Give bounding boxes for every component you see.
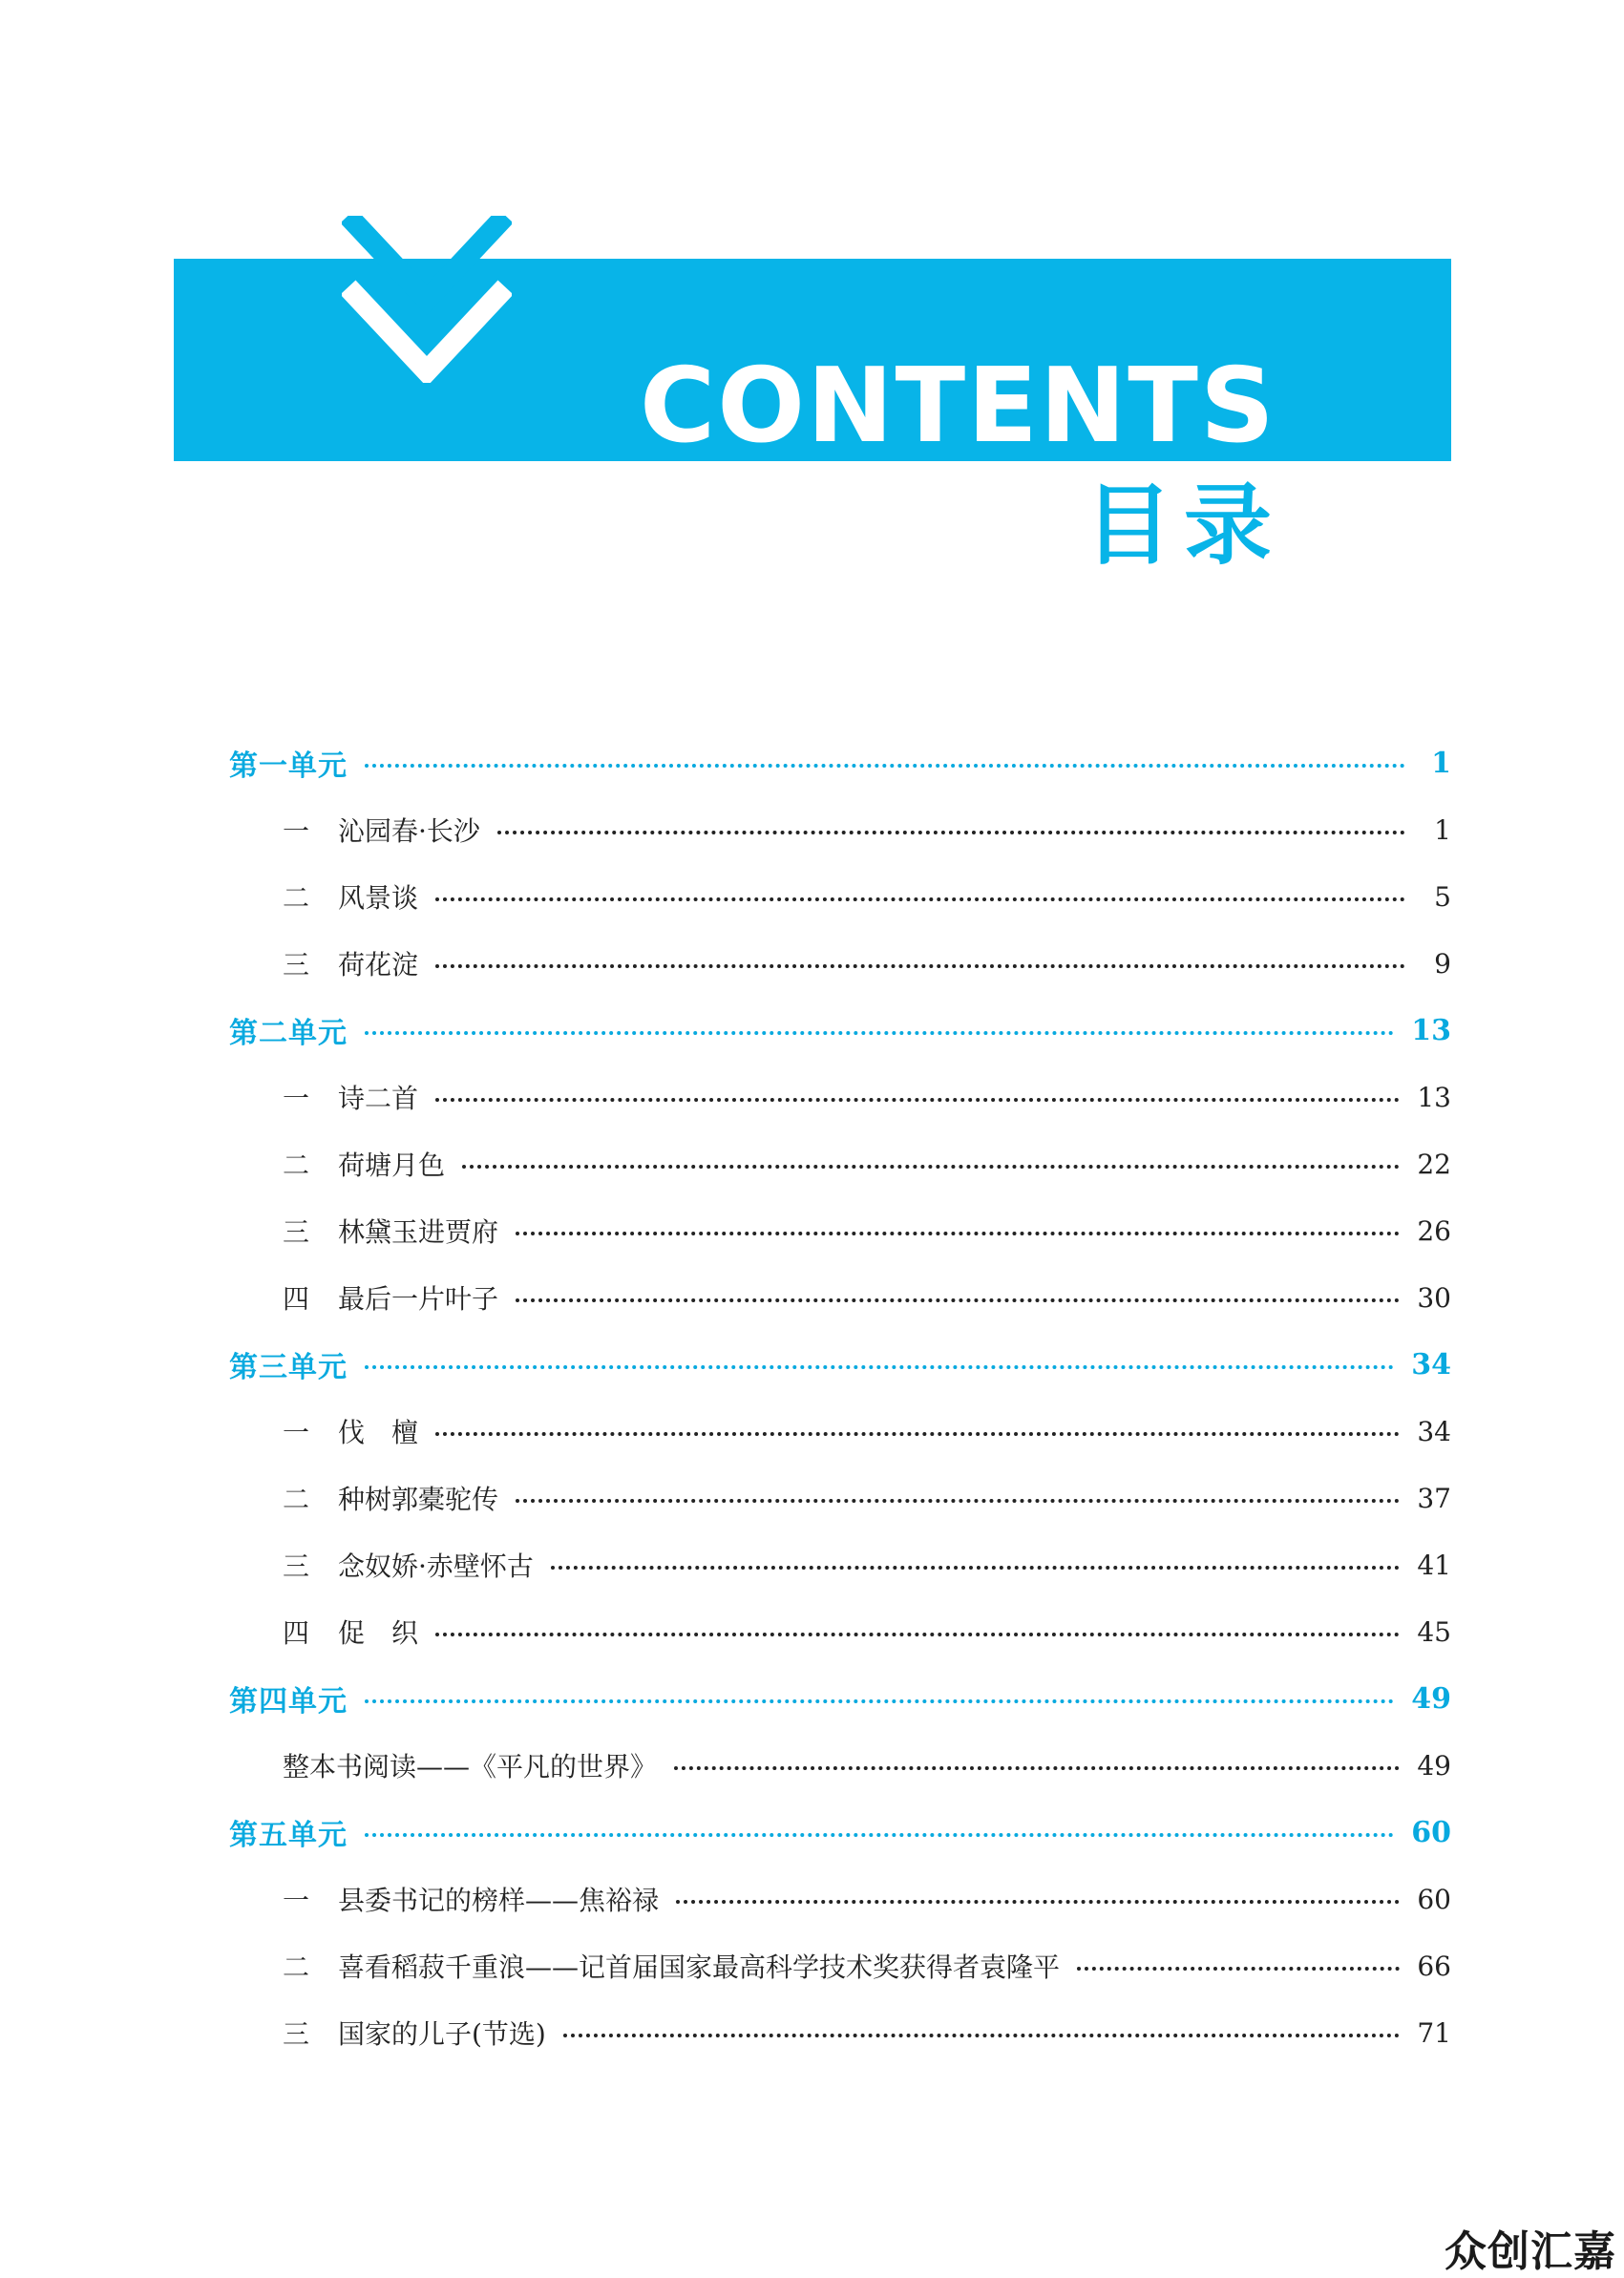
entry-number: 四 [283, 1617, 310, 1649]
page-number: 71 [1417, 2016, 1451, 2049]
entry-title: 荷塘月色 [338, 1150, 446, 1181]
toc-entry-row[interactable] [229, 863, 1451, 930]
dot-leader [365, 1365, 1394, 1369]
unit-label: 第四单元 [229, 1685, 348, 1719]
toc-entry-row[interactable] [229, 930, 1451, 997]
page-number: 66 [1417, 1950, 1451, 1982]
page-number: 1 [1431, 746, 1451, 780]
toc-unit-row[interactable] [229, 729, 1451, 796]
page-number: 34 [1417, 1415, 1451, 1447]
page-number: 9 [1434, 947, 1451, 980]
page-number: 13 [1411, 1013, 1451, 1047]
watermark-logo: 众创汇嘉 [1445, 2227, 1616, 2276]
dot-leader [676, 1900, 1400, 1904]
dot-leader [462, 1165, 1400, 1169]
entry-number: 一 [283, 815, 310, 847]
dot-leader [435, 1633, 1400, 1636]
entry-number: 一 [283, 1083, 310, 1114]
entry-title: 林黛玉进贾府 [338, 1216, 499, 1248]
dot-leader [516, 1232, 1400, 1235]
contents-title-en: CONTENTS [640, 347, 1276, 466]
unit-label: 第二单元 [229, 1017, 348, 1050]
dot-leader [1077, 1967, 1400, 1971]
toc-entry-row[interactable] [229, 796, 1451, 863]
dot-leader [435, 964, 1405, 968]
entry-number: 三 [283, 2018, 310, 2050]
toc-unit-row[interactable] [229, 1665, 1451, 1732]
page-number: 5 [1434, 880, 1451, 913]
unit-label: 第一单元 [229, 749, 348, 783]
dot-leader [516, 1499, 1400, 1503]
contents-title-zh: 目录 [1084, 475, 1283, 577]
toc-entry-row[interactable] [229, 1932, 1451, 1999]
entry-title: 县委书记的榜样——焦裕禄 [338, 1885, 660, 1916]
dot-leader [365, 1699, 1394, 1703]
toc-entry-row[interactable] [229, 1866, 1451, 1932]
entry-title: 沁园春·长沙 [338, 815, 480, 847]
entry-title: 伐 檀 [338, 1417, 419, 1448]
page-number: 30 [1417, 1281, 1451, 1314]
toc-entry-row[interactable] [229, 1598, 1451, 1665]
page-number: 26 [1417, 1214, 1451, 1247]
dot-leader [365, 1031, 1394, 1035]
entry-number: 二 [283, 1951, 310, 1983]
page-number: 1 [1434, 813, 1451, 846]
page-number: 37 [1417, 1482, 1451, 1514]
page-number: 13 [1417, 1081, 1451, 1113]
entry-number: 二 [283, 882, 310, 914]
double-chevron-down-icon [342, 216, 512, 383]
dot-leader [674, 1766, 1400, 1770]
entry-title: 喜看稻菽千重浪——记首届国家最高科学技术奖获得者袁隆平 [338, 1951, 1061, 1983]
page-number: 41 [1417, 1549, 1451, 1581]
entry-title: 念奴娇·赤壁怀古 [338, 1550, 534, 1582]
entry-number: 一 [283, 1885, 310, 1916]
toc-entry-row[interactable] [229, 1398, 1451, 1465]
page-number: 34 [1411, 1347, 1451, 1382]
dot-leader [435, 897, 1405, 901]
page-number: 49 [1417, 1749, 1451, 1782]
entry-number: 三 [283, 1216, 310, 1248]
unit-label: 第三单元 [229, 1351, 348, 1384]
entry-title: 促 织 [338, 1617, 419, 1649]
toc-entry-row[interactable] [229, 1465, 1451, 1531]
dot-leader [435, 1432, 1400, 1436]
entry-title: 诗二首 [338, 1083, 419, 1114]
entry-number: 一 [283, 1417, 310, 1448]
entry-title: 整本书阅读——《平凡的世界》 [283, 1751, 658, 1782]
entry-title: 风景谈 [338, 882, 419, 914]
toc-entry-row[interactable] [229, 1999, 1451, 2066]
toc-entry-row[interactable] [229, 1130, 1451, 1197]
page-number: 49 [1411, 1681, 1451, 1716]
entry-number: 二 [283, 1484, 310, 1515]
toc-entry-row[interactable] [229, 1732, 1451, 1799]
dot-leader [365, 764, 1405, 768]
entry-number: 四 [283, 1283, 310, 1315]
dot-leader [497, 831, 1405, 834]
entry-number: 二 [283, 1150, 310, 1181]
entry-title: 种树郭橐驼传 [338, 1484, 499, 1515]
toc-unit-row[interactable] [229, 1799, 1451, 1866]
toc-entry-row[interactable] [229, 1264, 1451, 1331]
dot-leader [563, 2034, 1401, 2037]
dot-leader [365, 1833, 1394, 1837]
entry-title: 国家的儿子(节选) [338, 2018, 546, 2050]
page-number: 60 [1411, 1815, 1451, 1849]
dot-leader [435, 1098, 1400, 1102]
page-number: 60 [1417, 1883, 1451, 1915]
toc-entry-row[interactable] [229, 1531, 1451, 1598]
entry-number: 三 [283, 949, 310, 981]
table-of-contents [229, 729, 1451, 2066]
unit-label: 第五单元 [229, 1819, 348, 1852]
toc-entry-row[interactable] [229, 1197, 1451, 1264]
page-number: 45 [1417, 1615, 1451, 1648]
entry-number: 三 [283, 1550, 310, 1582]
dot-leader [516, 1298, 1400, 1302]
page-number: 22 [1417, 1148, 1451, 1180]
toc-unit-row[interactable] [229, 1331, 1451, 1398]
dot-leader [551, 1566, 1400, 1570]
entry-title: 最后一片叶子 [338, 1283, 499, 1315]
entry-title: 荷花淀 [338, 949, 419, 981]
toc-entry-row[interactable] [229, 1064, 1451, 1130]
toc-unit-row[interactable] [229, 997, 1451, 1064]
